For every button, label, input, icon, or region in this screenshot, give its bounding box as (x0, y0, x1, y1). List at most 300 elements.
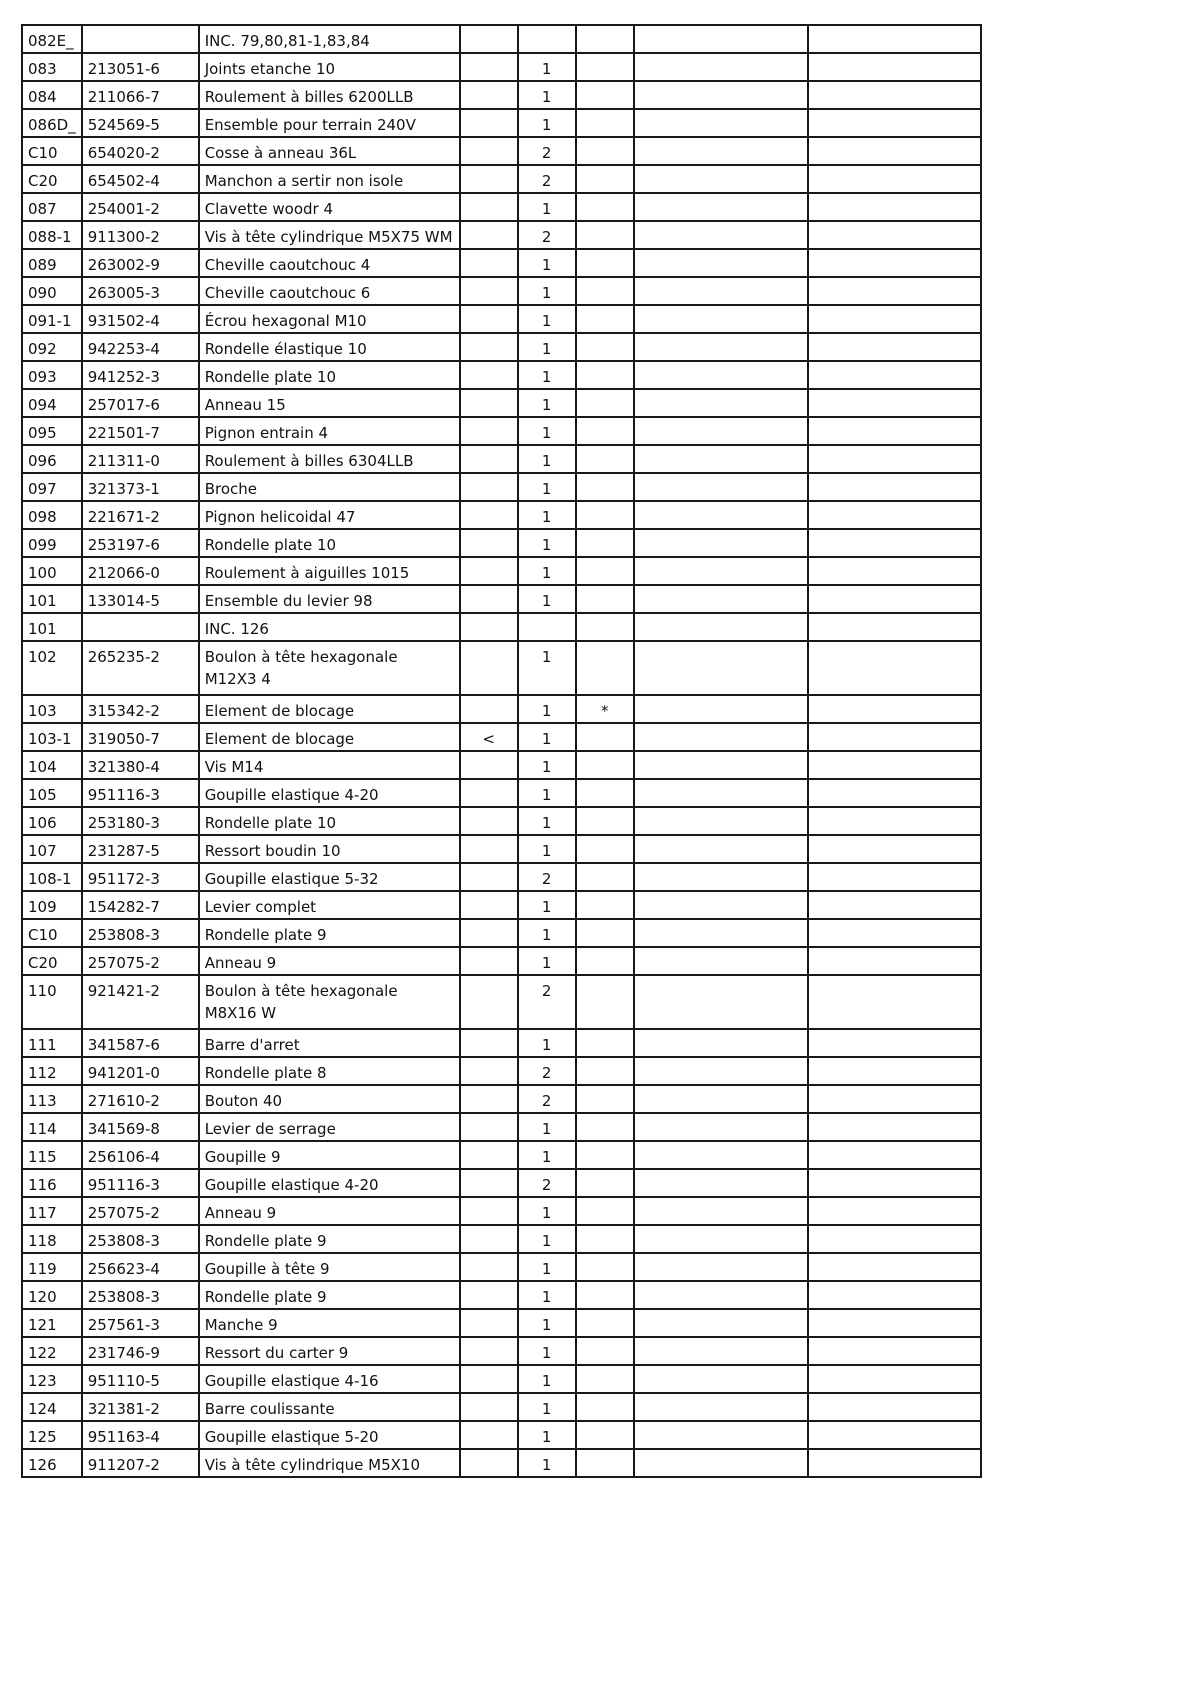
item-number-cell: 107 (22, 835, 82, 863)
part-number-cell: 941252-3 (82, 361, 199, 389)
marker-cell (460, 249, 518, 277)
part-number-cell: 321373-1 (82, 473, 199, 501)
description-cell: INC. 126 (199, 613, 460, 641)
quantity-cell: 1 (518, 919, 576, 947)
blank-cell (634, 1141, 808, 1169)
blank-cell (808, 25, 981, 53)
item-number-cell: 093 (22, 361, 82, 389)
marker-cell (460, 277, 518, 305)
marker-cell (460, 193, 518, 221)
flag-cell (576, 417, 634, 445)
marker-cell (460, 501, 518, 529)
blank-cell (808, 137, 981, 165)
part-number-cell: 265235-2 (82, 641, 199, 695)
description-cell: Cheville caoutchouc 4 (199, 249, 460, 277)
table-row (22, 221, 981, 249)
item-number-cell: 092 (22, 333, 82, 361)
description-cell: Goupille 9 (199, 1141, 460, 1169)
marker-cell (460, 1393, 518, 1421)
table-row (22, 1449, 981, 1477)
flag-cell (576, 25, 634, 53)
table-row (22, 613, 981, 641)
description-cell: Rondelle plate 9 (199, 1281, 460, 1309)
part-number-cell: 951163-4 (82, 1421, 199, 1449)
quantity-cell: 1 (518, 1393, 576, 1421)
part-number-cell: 951110-5 (82, 1365, 199, 1393)
quantity-cell: 1 (518, 835, 576, 863)
item-number-cell: 114 (22, 1113, 82, 1141)
description-cell: Rondelle plate 10 (199, 361, 460, 389)
blank-cell (808, 751, 981, 779)
table-row (22, 305, 981, 333)
description-cell: Ensemble pour terrain 240V (199, 109, 460, 137)
flag-cell (576, 863, 634, 891)
blank-cell (808, 1421, 981, 1449)
item-number-cell: 121 (22, 1309, 82, 1337)
quantity-cell: 1 (518, 277, 576, 305)
table-row (22, 975, 981, 1029)
part-number-cell: 253197-6 (82, 529, 199, 557)
flag-cell (576, 1113, 634, 1141)
part-number-cell (82, 613, 199, 641)
blank-cell (634, 1085, 808, 1113)
table-row (22, 25, 981, 53)
table-row (22, 389, 981, 417)
blank-cell (634, 585, 808, 613)
description-cell: Bouton 40 (199, 1085, 460, 1113)
blank-cell (808, 695, 981, 723)
table-row (22, 863, 981, 891)
table-row (22, 1141, 981, 1169)
description-cell: Clavette woodr 4 (199, 193, 460, 221)
marker-cell (460, 1337, 518, 1365)
quantity-cell: 1 (518, 305, 576, 333)
quantity-cell: 1 (518, 891, 576, 919)
item-number-cell: 088-1 (22, 221, 82, 249)
table-row (22, 165, 981, 193)
part-number-cell: 654020-2 (82, 137, 199, 165)
item-number-cell: 101 (22, 613, 82, 641)
blank-cell (634, 445, 808, 473)
description-cell: Rondelle plate 9 (199, 919, 460, 947)
table-row (22, 81, 981, 109)
item-number-cell: 089 (22, 249, 82, 277)
table-row (22, 779, 981, 807)
flag-cell (576, 641, 634, 695)
blank-cell (808, 1169, 981, 1197)
blank-cell (808, 919, 981, 947)
quantity-cell: 2 (518, 1169, 576, 1197)
blank-cell (634, 1169, 808, 1197)
blank-cell (808, 165, 981, 193)
blank-cell (634, 501, 808, 529)
blank-cell (634, 277, 808, 305)
quantity-cell: 1 (518, 389, 576, 417)
blank-cell (634, 333, 808, 361)
description-cell: Vis M14 (199, 751, 460, 779)
flag-cell (576, 305, 634, 333)
quantity-cell: 1 (518, 1029, 576, 1057)
blank-cell (634, 613, 808, 641)
part-number-cell: 921421-2 (82, 975, 199, 1029)
part-number-cell: 253808-3 (82, 1281, 199, 1309)
blank-cell (808, 1253, 981, 1281)
blank-cell (634, 1393, 808, 1421)
table-row (22, 585, 981, 613)
quantity-cell: 2 (518, 863, 576, 891)
blank-cell (808, 1393, 981, 1421)
item-number-cell: 119 (22, 1253, 82, 1281)
quantity-cell: 2 (518, 1057, 576, 1085)
flag-cell (576, 361, 634, 389)
part-number-cell: 211311-0 (82, 445, 199, 473)
item-number-cell: 086D_ (22, 109, 82, 137)
blank-cell (808, 1337, 981, 1365)
marker-cell (460, 1281, 518, 1309)
flag-cell (576, 1253, 634, 1281)
marker-cell (460, 1365, 518, 1393)
description-cell: Roulement à billes 6200LLB (199, 81, 460, 109)
description-cell: Pignon helicoidal 47 (199, 501, 460, 529)
marker-cell (460, 165, 518, 193)
marker-cell (460, 695, 518, 723)
part-number-cell: 315342-2 (82, 695, 199, 723)
item-number-cell: 091-1 (22, 305, 82, 333)
description-cell: Goupille elastique 4-16 (199, 1365, 460, 1393)
quantity-cell: 1 (518, 1309, 576, 1337)
blank-cell (808, 473, 981, 501)
description-cell: Écrou hexagonal M10 (199, 305, 460, 333)
marker-cell (460, 445, 518, 473)
quantity-cell: 1 (518, 1337, 576, 1365)
part-number-cell: 951116-3 (82, 779, 199, 807)
blank-cell (634, 1421, 808, 1449)
description-cell: Manche 9 (199, 1309, 460, 1337)
table-row (22, 529, 981, 557)
part-number-cell: 321381-2 (82, 1393, 199, 1421)
part-number-cell: 213051-6 (82, 53, 199, 81)
description-cell: Levier complet (199, 891, 460, 919)
table-row (22, 919, 981, 947)
blank-cell (808, 1113, 981, 1141)
blank-cell (808, 81, 981, 109)
quantity-cell: 1 (518, 1281, 576, 1309)
blank-cell (808, 277, 981, 305)
marker-cell (460, 1141, 518, 1169)
blank-cell (634, 529, 808, 557)
part-number-cell: 941201-0 (82, 1057, 199, 1085)
blank-cell (634, 389, 808, 417)
blank-cell (634, 1029, 808, 1057)
item-number-cell: 116 (22, 1169, 82, 1197)
part-number-cell: 951172-3 (82, 863, 199, 891)
marker-cell (460, 835, 518, 863)
quantity-cell: 1 (518, 1141, 576, 1169)
flag-cell (576, 445, 634, 473)
flag-cell (576, 779, 634, 807)
flag-cell (576, 473, 634, 501)
blank-cell (808, 1365, 981, 1393)
table-row (22, 109, 981, 137)
description-cell: Rondelle plate 10 (199, 529, 460, 557)
table-row (22, 445, 981, 473)
flag-cell (576, 53, 634, 81)
blank-cell (808, 557, 981, 585)
flag-cell (576, 193, 634, 221)
part-number-cell: 211066-7 (82, 81, 199, 109)
marker-cell (460, 417, 518, 445)
blank-cell (634, 1057, 808, 1085)
marker-cell (460, 1421, 518, 1449)
table-row (22, 501, 981, 529)
blank-cell (634, 473, 808, 501)
part-number-cell: 951116-3 (82, 1169, 199, 1197)
table-row (22, 1281, 981, 1309)
item-number-cell: 095 (22, 417, 82, 445)
flag-cell (576, 1085, 634, 1113)
flag-cell (576, 1057, 634, 1085)
quantity-cell: 1 (518, 695, 576, 723)
flag-cell (576, 585, 634, 613)
marker-cell (460, 919, 518, 947)
quantity-cell: 1 (518, 723, 576, 751)
blank-cell (808, 529, 981, 557)
part-number-cell: 942253-4 (82, 333, 199, 361)
table-row (22, 1309, 981, 1337)
table-row (22, 1421, 981, 1449)
item-number-cell: 111 (22, 1029, 82, 1057)
description-cell: Rondelle plate 9 (199, 1225, 460, 1253)
quantity-cell: 2 (518, 1085, 576, 1113)
part-number-cell: 133014-5 (82, 585, 199, 613)
part-number-cell: 256106-4 (82, 1141, 199, 1169)
blank-cell (634, 641, 808, 695)
blank-cell (634, 1365, 808, 1393)
quantity-cell: 1 (518, 1197, 576, 1225)
marker-cell (460, 1085, 518, 1113)
blank-cell (808, 779, 981, 807)
item-number-cell: 118 (22, 1225, 82, 1253)
marker-cell (460, 473, 518, 501)
blank-cell (634, 947, 808, 975)
quantity-cell (518, 25, 576, 53)
flag-cell (576, 221, 634, 249)
quantity-cell: 1 (518, 193, 576, 221)
description-cell: Barre d'arret (199, 1029, 460, 1057)
table-row (22, 641, 981, 695)
marker-cell (460, 53, 518, 81)
flag-cell (576, 835, 634, 863)
flag-cell (576, 333, 634, 361)
item-number-cell: 110 (22, 975, 82, 1029)
blank-cell (634, 417, 808, 445)
marker-cell (460, 1057, 518, 1085)
blank-cell (634, 1197, 808, 1225)
flag-cell (576, 1029, 634, 1057)
blank-cell (808, 1085, 981, 1113)
blank-cell (808, 1029, 981, 1057)
blank-cell (634, 305, 808, 333)
quantity-cell: 1 (518, 109, 576, 137)
blank-cell (634, 1253, 808, 1281)
part-number-cell: 341569-8 (82, 1113, 199, 1141)
flag-cell (576, 1141, 634, 1169)
blank-cell (808, 1225, 981, 1253)
blank-cell (634, 1113, 808, 1141)
description-cell: Barre coulissante (199, 1393, 460, 1421)
table-row (22, 835, 981, 863)
quantity-cell: 1 (518, 333, 576, 361)
blank-cell (634, 109, 808, 137)
blank-cell (808, 193, 981, 221)
item-number-cell: 103-1 (22, 723, 82, 751)
flag-cell (576, 613, 634, 641)
marker-cell (460, 1309, 518, 1337)
item-number-cell: 101 (22, 585, 82, 613)
flag-cell (576, 1281, 634, 1309)
item-number-cell: 126 (22, 1449, 82, 1477)
marker-cell (460, 557, 518, 585)
flag-cell (576, 249, 634, 277)
flag-cell (576, 1337, 634, 1365)
description-cell: Ressort du carter 9 (199, 1337, 460, 1365)
parts-table (21, 24, 982, 1478)
table-row (22, 1085, 981, 1113)
blank-cell (634, 919, 808, 947)
quantity-cell: 1 (518, 641, 576, 695)
item-number-cell: 104 (22, 751, 82, 779)
description-cell: Ressort boudin 10 (199, 835, 460, 863)
blank-cell (808, 361, 981, 389)
part-number-cell: 221671-2 (82, 501, 199, 529)
marker-cell (460, 779, 518, 807)
quantity-cell: 1 (518, 1225, 576, 1253)
blank-cell (808, 221, 981, 249)
flag-cell (576, 557, 634, 585)
item-number-cell: 112 (22, 1057, 82, 1085)
blank-cell (634, 81, 808, 109)
marker-cell (460, 1113, 518, 1141)
description-cell: Rondelle élastique 10 (199, 333, 460, 361)
blank-cell (808, 1309, 981, 1337)
table-row (22, 1113, 981, 1141)
description-cell: Roulement à billes 6304LLB (199, 445, 460, 473)
quantity-cell: 1 (518, 557, 576, 585)
item-number-cell: 099 (22, 529, 82, 557)
item-number-cell: 125 (22, 1421, 82, 1449)
item-number-cell: 096 (22, 445, 82, 473)
marker-cell (460, 333, 518, 361)
blank-cell (634, 779, 808, 807)
blank-cell (808, 249, 981, 277)
item-number-cell: 097 (22, 473, 82, 501)
blank-cell (634, 1281, 808, 1309)
item-number-cell: 120 (22, 1281, 82, 1309)
item-number-cell: 124 (22, 1393, 82, 1421)
marker-cell (460, 109, 518, 137)
table-row (22, 249, 981, 277)
part-number-cell: 231287-5 (82, 835, 199, 863)
blank-cell (808, 1281, 981, 1309)
marker-cell (460, 641, 518, 695)
part-number-cell: 341587-6 (82, 1029, 199, 1057)
quantity-cell: 1 (518, 445, 576, 473)
marker-cell (460, 137, 518, 165)
table-row (22, 891, 981, 919)
blank-cell (808, 641, 981, 695)
part-number-cell (82, 25, 199, 53)
marker-cell (460, 305, 518, 333)
blank-cell (808, 807, 981, 835)
part-number-cell: 231746-9 (82, 1337, 199, 1365)
description-cell: Boulon à tête hexagonale M12X3 4 (199, 641, 460, 695)
item-number-cell: 083 (22, 53, 82, 81)
blank-cell (634, 975, 808, 1029)
blank-cell (808, 501, 981, 529)
table-row (22, 1225, 981, 1253)
part-number-cell: 212066-0 (82, 557, 199, 585)
blank-cell (634, 1337, 808, 1365)
part-number-cell: 257561-3 (82, 1309, 199, 1337)
description-cell: INC. 79,80,81-1,83,84 (199, 25, 460, 53)
description-cell: Goupille elastique 5-32 (199, 863, 460, 891)
flag-cell (576, 975, 634, 1029)
blank-cell (808, 947, 981, 975)
item-number-cell: 108-1 (22, 863, 82, 891)
marker-cell (460, 947, 518, 975)
blank-cell (634, 165, 808, 193)
quantity-cell: 1 (518, 417, 576, 445)
blank-cell (634, 695, 808, 723)
description-cell: Rondelle plate 8 (199, 1057, 460, 1085)
description-cell: Ensemble du levier 98 (199, 585, 460, 613)
part-number-cell: 263005-3 (82, 277, 199, 305)
parts-table-body (22, 25, 981, 1477)
table-row (22, 1393, 981, 1421)
table-row (22, 1197, 981, 1225)
marker-cell (460, 1197, 518, 1225)
table-row (22, 751, 981, 779)
item-number-cell: C10 (22, 137, 82, 165)
part-number-cell: 221501-7 (82, 417, 199, 445)
blank-cell (808, 891, 981, 919)
quantity-cell: 1 (518, 529, 576, 557)
part-number-cell: 931502-4 (82, 305, 199, 333)
flag-cell (576, 277, 634, 305)
flag-cell (576, 1225, 634, 1253)
blank-cell (634, 835, 808, 863)
blank-cell (808, 389, 981, 417)
quantity-cell: 1 (518, 1113, 576, 1141)
flag-cell (576, 919, 634, 947)
description-cell: Anneau 15 (199, 389, 460, 417)
table-row (22, 137, 981, 165)
quantity-cell: 1 (518, 585, 576, 613)
table-row (22, 53, 981, 81)
table-row (22, 193, 981, 221)
blank-cell (634, 807, 808, 835)
description-cell: Goupille elastique 4-20 (199, 779, 460, 807)
blank-cell (808, 975, 981, 1029)
blank-cell (634, 137, 808, 165)
part-number-cell: 257075-2 (82, 947, 199, 975)
quantity-cell: 2 (518, 221, 576, 249)
quantity-cell: 2 (518, 137, 576, 165)
description-cell: Broche (199, 473, 460, 501)
part-number-cell: 253180-3 (82, 807, 199, 835)
description-cell: Vis à tête cylindrique M5X10 (199, 1449, 460, 1477)
item-number-cell: 090 (22, 277, 82, 305)
